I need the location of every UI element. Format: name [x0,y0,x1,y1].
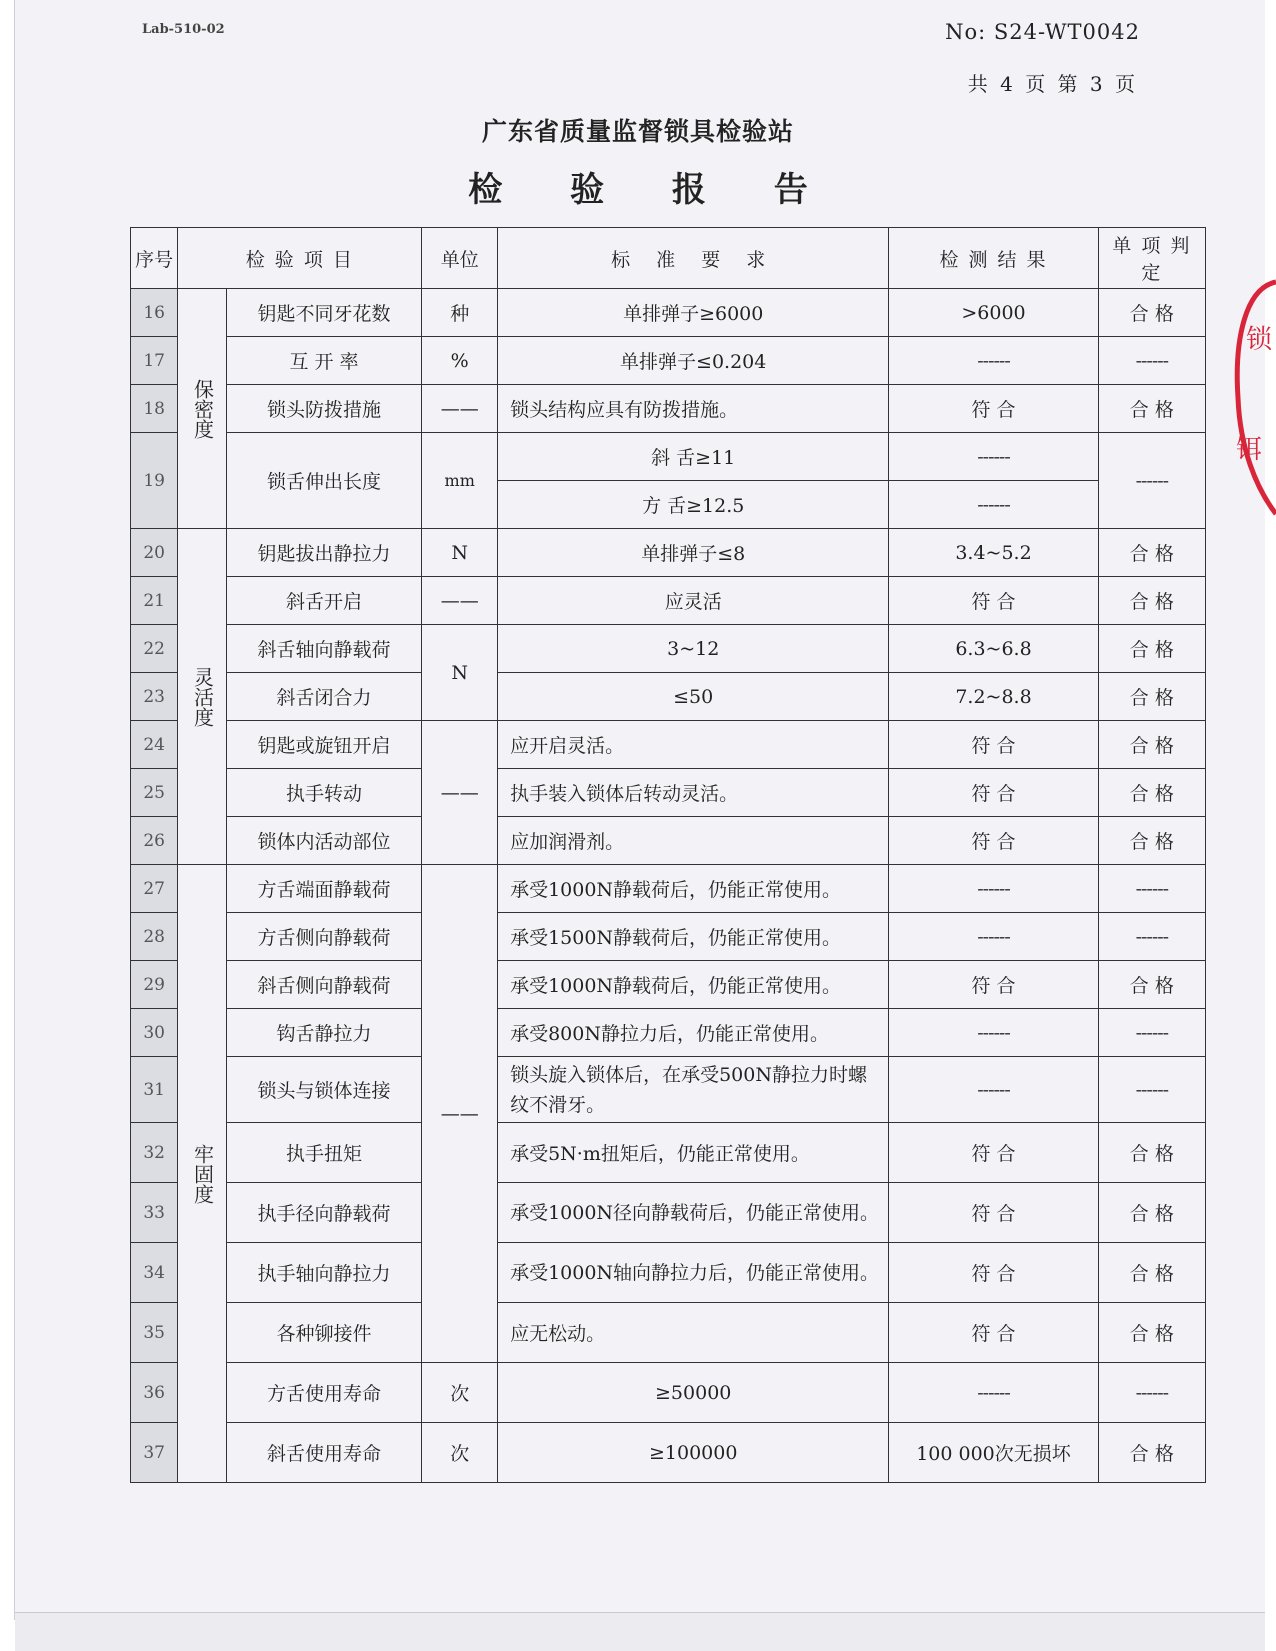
item-name: 方舌使用寿命 [226,1363,422,1423]
verdict: 合 格 [1098,961,1205,1009]
row-number: 34 [131,1243,178,1303]
header-seq: 序号 [131,228,178,289]
table-row [131,1057,1206,1123]
table-row [131,961,1206,1009]
inspection-table [130,227,1206,1483]
organization-name: 广东省质量监督锁具检验站 [481,117,794,146]
header-unit: 单位 [422,228,498,289]
requirement-2: 方 舌≥12.5 [498,481,889,529]
item-name: 执手扭矩 [226,1123,422,1183]
requirement: 单排弹子≤0.204 [498,337,889,385]
item-name: 锁头防拨措施 [226,385,422,433]
item-name: 互 开 率 [226,337,422,385]
item-name: 钥匙或旋钮开启 [226,721,422,769]
verdict: 合 格 [1098,529,1205,577]
header-result: 检 测 结 果 [889,228,1098,289]
unit: —— [422,577,498,625]
verdict: ------ [1098,913,1205,961]
row-number: 32 [131,1123,178,1183]
report-number: No: S24-WT0042 [945,20,1140,44]
verdict: 合 格 [1098,289,1205,337]
item-name: 锁头与锁体连接 [226,1057,422,1123]
page-edge [15,1612,1265,1651]
result: 符 合 [889,1123,1098,1183]
table-row [131,625,1206,673]
verdict: 合 格 [1098,673,1205,721]
row-number: 36 [131,1363,178,1423]
result: 符 合 [889,961,1098,1009]
row-number: 26 [131,817,178,865]
row-number: 18 [131,385,178,433]
verdict: 合 格 [1098,721,1205,769]
unit: —— [422,721,498,865]
page-info: 共 4 页 第 3 页 [967,72,1138,96]
verdict: 合 格 [1098,1243,1205,1303]
item-name: 执手轴向静拉力 [226,1243,422,1303]
row-number: 16 [131,289,178,337]
row-number: 17 [131,337,178,385]
verdict: 合 格 [1098,769,1205,817]
item-name: 钥匙不同牙花数 [226,289,422,337]
table-row [131,577,1206,625]
unit: 次 [422,1423,498,1483]
table-header-row [131,228,1206,289]
requirement: ≥100000 [498,1423,889,1483]
table-row [131,1363,1206,1423]
result: ------ [889,865,1098,913]
requirement: ≤50 [498,673,889,721]
item-name: 方舌端面静载荷 [226,865,422,913]
unit: % [422,337,498,385]
row-number: 29 [131,961,178,1009]
requirement: 3~12 [498,625,889,673]
verdict: 合 格 [1098,1183,1205,1243]
table-row [131,289,1206,337]
table-row [131,1009,1206,1057]
table-row [131,385,1206,433]
table-row [131,529,1206,577]
category-strength: 牢固度 [178,865,226,1483]
requirement: 锁头旋入锁体后，在承受500N静拉力时螺纹不滑牙。 [498,1057,889,1123]
result: 7.2~8.8 [889,673,1098,721]
item-name: 执手转动 [226,769,422,817]
result: ------ [889,1057,1098,1123]
result: 符 合 [889,721,1098,769]
unit: 种 [422,289,498,337]
verdict: ------ [1098,1009,1205,1057]
requirement: 承受1000N静载荷后，仍能正常使用。 [498,961,889,1009]
item-name: 斜舌侧向静载荷 [226,961,422,1009]
row-number: 33 [131,1183,178,1243]
verdict: ------ [1098,1057,1205,1123]
requirement: 应灵活 [498,577,889,625]
row-number: 22 [131,625,178,673]
table-row [131,865,1206,913]
result: 符 合 [889,577,1098,625]
requirement: 应加润滑剂。 [498,817,889,865]
row-number: 37 [131,1423,178,1483]
table-row [131,769,1206,817]
item-name: 钥匙拔出静拉力 [226,529,422,577]
item-name: 执手径向静载荷 [226,1183,422,1243]
requirement: 承受1000N轴向静拉力后，仍能正常使用。 [498,1243,889,1303]
table-row [131,1123,1206,1183]
lab-code: Lab-510-02 [142,22,225,37]
requirement: 承受5N·m扭矩后，仍能正常使用。 [498,1123,889,1183]
result: 符 合 [889,385,1098,433]
row-number: 19 [131,433,178,529]
requirement: ≥50000 [498,1363,889,1423]
svg-text:锁: 锁 [1246,325,1273,355]
row-number: 24 [131,721,178,769]
item-name: 锁舌伸出长度 [226,433,422,529]
verdict: ------ [1098,1363,1205,1423]
verdict: 合 格 [1098,1423,1205,1483]
requirement: 执手装入锁体后转动灵活。 [498,769,889,817]
red-seal-stamp [1216,278,1276,518]
result: ------ [889,1363,1098,1423]
category-flexibility: 灵活度 [178,529,226,865]
result: 符 合 [889,1303,1098,1363]
verdict: ------ [1098,337,1205,385]
header-item: 检 验 项 目 [178,228,422,289]
verdict: ------ [1098,433,1205,529]
table-row [131,1183,1206,1243]
result: 6.3~6.8 [889,625,1098,673]
verdict: 合 格 [1098,625,1205,673]
header-requirement: 标 准 要 求 [498,228,889,289]
requirement: 斜 舌≥11 [498,433,889,481]
table-row [131,817,1206,865]
row-number: 27 [131,865,178,913]
result: 符 合 [889,1243,1098,1303]
item-name: 各种铆接件 [226,1303,422,1363]
requirement: 承受1000N径向静载荷后，仍能正常使用。 [498,1183,889,1243]
verdict: 合 格 [1098,577,1205,625]
requirement: 应无松动。 [498,1303,889,1363]
row-number: 30 [131,1009,178,1057]
result: ------ [889,913,1098,961]
row-number: 25 [131,769,178,817]
table-row [131,337,1206,385]
unit: —— [422,385,498,433]
table-row [131,1303,1206,1363]
row-number: 35 [131,1303,178,1363]
item-name: 斜舌轴向静载荷 [226,625,422,673]
unit: N [422,625,498,721]
item-name: 锁体内活动部位 [226,817,422,865]
item-name: 方舌侧向静载荷 [226,913,422,961]
verdict: 合 格 [1098,385,1205,433]
result-2: ------ [889,481,1098,529]
unit: 次 [422,1363,498,1423]
table-row [131,913,1206,961]
row-number: 31 [131,1057,178,1123]
result: 100 000次无损坏 [889,1423,1098,1483]
svg-text:铒: 铒 [1236,435,1263,465]
row-number: 21 [131,577,178,625]
result: 符 合 [889,817,1098,865]
requirement: 单排弹子≥6000 [498,289,889,337]
table-row [131,1423,1206,1483]
table-row [131,721,1206,769]
verdict: 合 格 [1098,1123,1205,1183]
unit: N [422,529,498,577]
result: ------ [889,1009,1098,1057]
report-title: 检 验 报 告 [468,170,836,210]
table-row [131,1243,1206,1303]
item-name: 斜舌开启 [226,577,422,625]
verdict: 合 格 [1098,817,1205,865]
result: 3.4~5.2 [889,529,1098,577]
item-name: 斜舌使用寿命 [226,1423,422,1483]
table-row [131,433,1206,481]
row-number: 20 [131,529,178,577]
category-security: 保密度 [178,289,226,529]
requirement: 单排弹子≤8 [498,529,889,577]
requirement: 承受1000N静载荷后，仍能正常使用。 [498,865,889,913]
row-number: 28 [131,913,178,961]
unit: —— [422,865,498,1363]
requirement: 锁头结构应具有防拨措施。 [498,385,889,433]
row-number: 23 [131,673,178,721]
verdict: ------ [1098,865,1205,913]
unit: mm [422,433,498,529]
requirement: 承受1500N静载荷后，仍能正常使用。 [498,913,889,961]
result: 符 合 [889,769,1098,817]
header-verdict: 单 项 判 定 [1098,228,1205,289]
result: 符 合 [889,1183,1098,1243]
item-name: 斜舌闭合力 [226,673,422,721]
item-name: 钩舌静拉力 [226,1009,422,1057]
table-row [131,673,1206,721]
result: ------ [889,337,1098,385]
result: ------ [889,433,1098,481]
result: >6000 [889,289,1098,337]
requirement: 应开启灵活。 [498,721,889,769]
verdict: 合 格 [1098,1303,1205,1363]
requirement: 承受800N静拉力后，仍能正常使用。 [498,1009,889,1057]
